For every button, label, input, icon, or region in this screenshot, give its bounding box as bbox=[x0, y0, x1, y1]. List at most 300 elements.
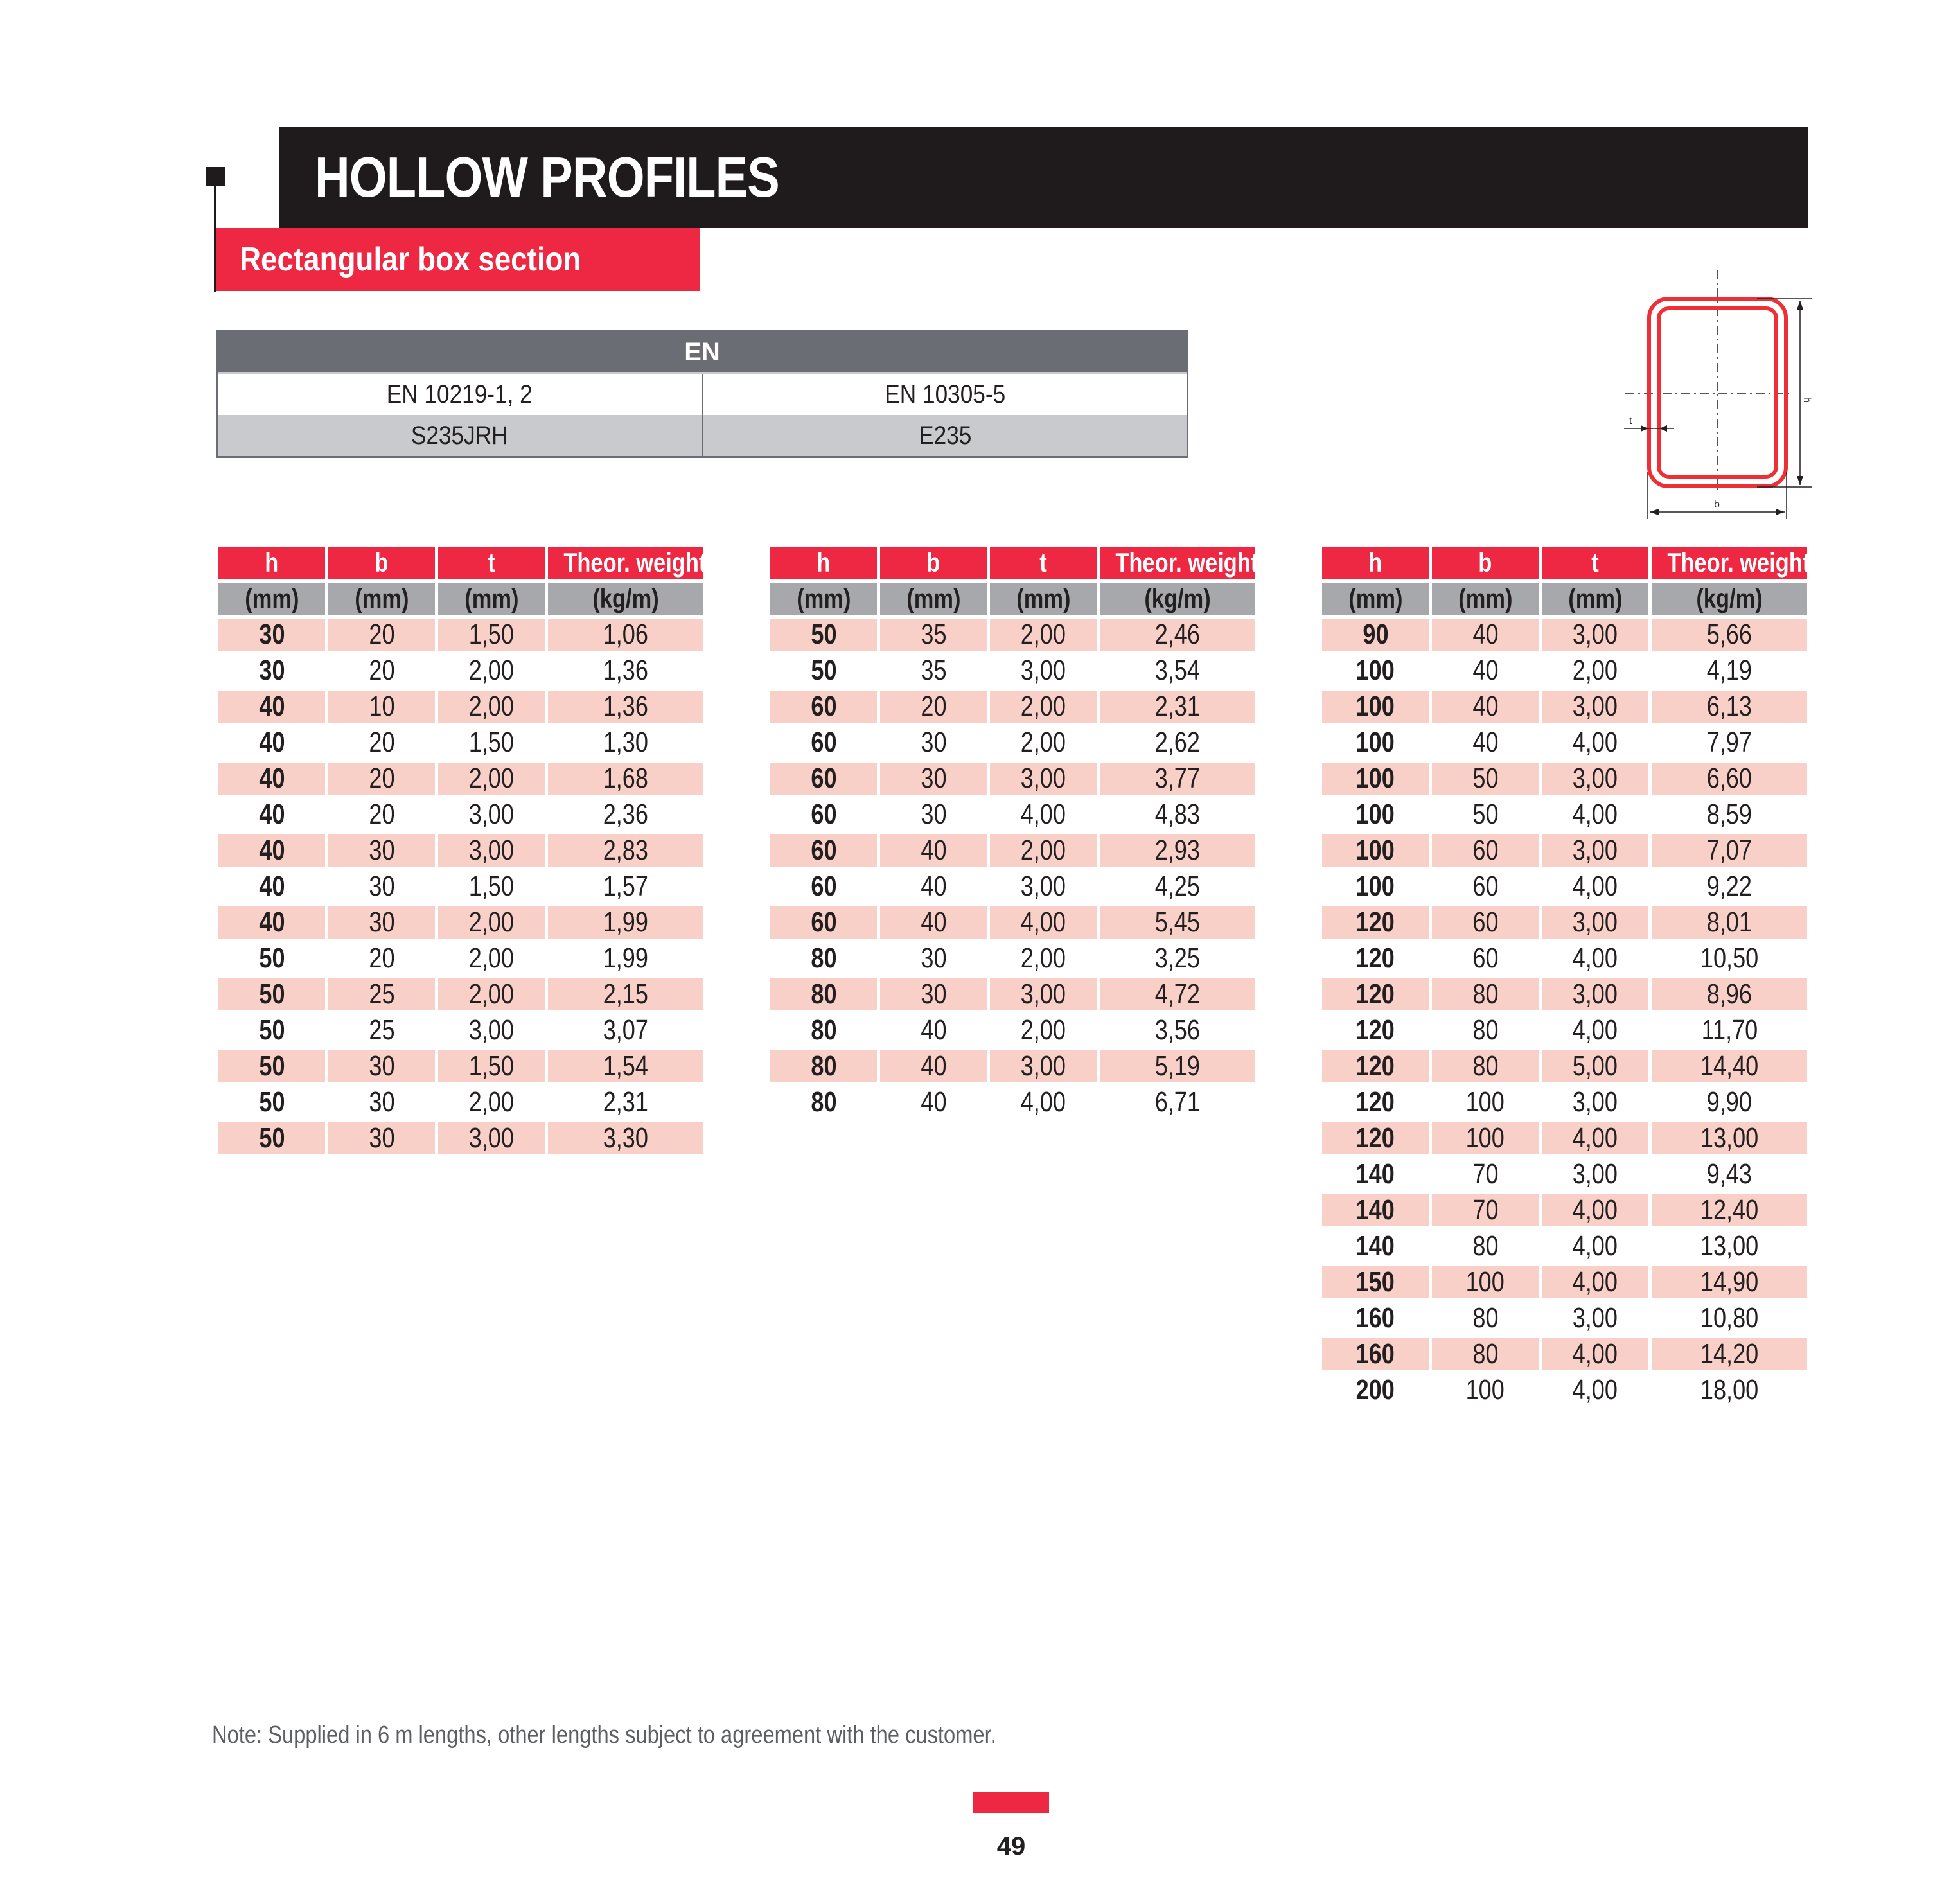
cell-weight bbox=[1100, 834, 1255, 867]
cell-h-text: 60 bbox=[810, 763, 837, 794]
column-unit bbox=[990, 583, 1097, 615]
cell-weight-text: 9,22 bbox=[1706, 870, 1753, 902]
cell-b-text: 20 bbox=[368, 763, 395, 794]
cell-weight bbox=[1652, 1158, 1807, 1190]
cell-h-text: 40 bbox=[258, 727, 285, 758]
cell-t bbox=[1542, 1374, 1648, 1406]
column-unit bbox=[1100, 583, 1255, 615]
cell-weight bbox=[548, 978, 703, 1010]
profile-table-middle bbox=[770, 547, 1258, 1122]
cell-b bbox=[880, 834, 987, 867]
cell-b bbox=[1432, 1338, 1539, 1370]
cell-h bbox=[1322, 1302, 1429, 1334]
column-header-text: h bbox=[817, 547, 831, 578]
cell-h-text: 40 bbox=[258, 691, 285, 722]
cell-weight bbox=[1100, 942, 1255, 975]
table-row bbox=[1322, 763, 1807, 795]
cell-h-text: 100 bbox=[1355, 834, 1395, 866]
units-row bbox=[770, 583, 1255, 615]
cell-b-text: 100 bbox=[1465, 1266, 1505, 1298]
cell-weight-text: 1,54 bbox=[603, 1050, 649, 1082]
cell-weight bbox=[548, 727, 703, 759]
cell-h bbox=[770, 727, 877, 759]
cell-t bbox=[438, 619, 545, 651]
cell-t-text: 3,00 bbox=[1020, 870, 1066, 902]
cell-weight bbox=[548, 834, 703, 867]
cell-h bbox=[1322, 1338, 1429, 1370]
cell-weight-text: 7,07 bbox=[1706, 834, 1753, 866]
table-row bbox=[218, 942, 703, 975]
cell-b-text: 35 bbox=[920, 655, 947, 686]
cell-b bbox=[1432, 978, 1539, 1010]
cell-b bbox=[328, 978, 435, 1010]
cell-h bbox=[770, 942, 877, 975]
cell-b bbox=[1432, 763, 1539, 795]
cell-h-text: 50 bbox=[258, 942, 285, 974]
cell-b-text: 40 bbox=[1472, 727, 1499, 758]
table-row bbox=[770, 906, 1255, 939]
cell-b bbox=[880, 655, 987, 687]
cell-t-text: 4,00 bbox=[1572, 1194, 1618, 1226]
cell-h-text: 120 bbox=[1355, 1050, 1395, 1082]
cell-t bbox=[1542, 1266, 1648, 1298]
cell-t bbox=[1542, 1230, 1648, 1262]
cell-h bbox=[1322, 763, 1429, 795]
cell-b-text: 30 bbox=[368, 870, 395, 902]
cell-t-text: 2,00 bbox=[468, 655, 515, 686]
cell-t-text: 4,00 bbox=[1020, 1086, 1066, 1118]
cell-t bbox=[990, 870, 1097, 903]
cell-t bbox=[438, 870, 545, 903]
cell-b bbox=[328, 727, 435, 759]
column-header bbox=[438, 547, 545, 579]
cell-b bbox=[1432, 1158, 1539, 1190]
cell-h bbox=[770, 655, 877, 687]
column-divider bbox=[702, 374, 703, 415]
cell-weight bbox=[1652, 1014, 1807, 1046]
table-row bbox=[770, 834, 1255, 867]
cell-weight bbox=[1100, 691, 1255, 723]
table-row bbox=[1322, 1158, 1807, 1190]
cell-t bbox=[1542, 799, 1648, 831]
cell-h bbox=[218, 906, 325, 939]
cell-b-text: 30 bbox=[920, 978, 947, 1010]
cell-t bbox=[1542, 1158, 1648, 1190]
cell-t-text: 4,00 bbox=[1020, 906, 1066, 938]
table-row bbox=[1322, 1302, 1807, 1334]
cell-b bbox=[1432, 834, 1539, 867]
cell-b-text: 40 bbox=[1472, 619, 1499, 650]
cell-t-text: 2,00 bbox=[468, 763, 515, 794]
cell-b bbox=[1432, 1122, 1539, 1154]
cell-b bbox=[880, 1086, 987, 1118]
cell-h-text: 160 bbox=[1355, 1302, 1395, 1334]
cell-t bbox=[990, 691, 1097, 723]
cell-weight bbox=[1100, 655, 1255, 687]
cell-t-text: 2,00 bbox=[1020, 691, 1066, 722]
cell-t-text: 2,00 bbox=[1020, 619, 1066, 650]
cell-h-text: 100 bbox=[1355, 727, 1395, 758]
cell-b-text: 100 bbox=[1465, 1122, 1505, 1154]
standards-heading: EN bbox=[218, 332, 1187, 372]
cell-weight-text: 4,25 bbox=[1154, 870, 1201, 902]
cell-b bbox=[328, 1122, 435, 1154]
cell-h bbox=[218, 691, 325, 723]
cell-t-text: 2,00 bbox=[468, 978, 515, 1010]
cell-h bbox=[770, 1086, 877, 1118]
cell-t-text: 3,00 bbox=[468, 834, 515, 866]
cell-t bbox=[990, 619, 1097, 651]
column-header bbox=[1542, 547, 1648, 579]
standards-row-grades bbox=[218, 415, 1187, 456]
cell-b bbox=[328, 799, 435, 831]
cell-t-text: 3,00 bbox=[1572, 1086, 1618, 1118]
cell-h-text: 80 bbox=[810, 942, 837, 974]
cell-t bbox=[990, 799, 1097, 831]
cell-b bbox=[328, 1086, 435, 1118]
cell-b-text: 10 bbox=[368, 691, 395, 722]
standards-table bbox=[216, 330, 1188, 458]
cell-weight bbox=[1100, 1050, 1255, 1082]
cell-b bbox=[1432, 1050, 1539, 1082]
table-row bbox=[1322, 1374, 1807, 1406]
steel-grade-2: E235 bbox=[918, 421, 971, 450]
profile-table-right bbox=[1322, 547, 1810, 1410]
cell-h-text: 40 bbox=[258, 763, 285, 794]
cell-h-text: 140 bbox=[1355, 1158, 1395, 1190]
cell-weight bbox=[1100, 978, 1255, 1010]
cell-h-text: 50 bbox=[258, 1122, 285, 1154]
cell-weight bbox=[548, 619, 703, 651]
table-row bbox=[1322, 978, 1807, 1010]
column-header bbox=[218, 547, 325, 579]
cell-weight bbox=[548, 906, 703, 939]
cell-b bbox=[1432, 906, 1539, 939]
column-header-row bbox=[770, 547, 1258, 579]
cell-h-text: 120 bbox=[1355, 1122, 1395, 1154]
cell-b bbox=[880, 906, 987, 939]
cell-t-text: 4,00 bbox=[1572, 1014, 1618, 1046]
cell-weight-text: 6,71 bbox=[1154, 1086, 1201, 1118]
cell-b bbox=[880, 1014, 987, 1046]
column-header bbox=[328, 547, 435, 579]
cell-h bbox=[218, 1050, 325, 1082]
cell-t bbox=[438, 763, 545, 795]
column-unit-text: (mm) bbox=[1567, 583, 1623, 613]
cell-weight bbox=[548, 870, 703, 903]
cell-b-text: 70 bbox=[1472, 1194, 1499, 1226]
cell-weight bbox=[1652, 1302, 1807, 1334]
cell-weight bbox=[1652, 978, 1807, 1010]
cell-b bbox=[1432, 1266, 1539, 1298]
cell-weight bbox=[1100, 799, 1255, 831]
cell-t-text: 3,00 bbox=[468, 1122, 515, 1154]
cell-t bbox=[1542, 1194, 1648, 1226]
cell-weight-text: 2,15 bbox=[603, 978, 649, 1010]
cell-h bbox=[1322, 1122, 1429, 1154]
cell-b-text: 40 bbox=[920, 906, 947, 938]
cell-t bbox=[438, 691, 545, 723]
cell-t-text: 4,00 bbox=[1572, 870, 1618, 902]
cell-weight-text: 14,20 bbox=[1700, 1338, 1759, 1370]
cell-b bbox=[1432, 1230, 1539, 1262]
column-header bbox=[548, 547, 707, 579]
table-row bbox=[770, 655, 1255, 687]
cell-b-text: 20 bbox=[368, 619, 395, 650]
section-subtitle: Rectangular box section bbox=[240, 241, 581, 278]
cell-h bbox=[218, 763, 325, 795]
table-row bbox=[218, 870, 703, 903]
cell-h bbox=[770, 978, 877, 1010]
steel-grade-1: S235JRH bbox=[411, 421, 508, 450]
cell-weight-text: 12,40 bbox=[1700, 1194, 1759, 1226]
cell-weight bbox=[1652, 1086, 1807, 1118]
cell-h bbox=[218, 1122, 325, 1154]
cell-b-text: 25 bbox=[368, 978, 395, 1010]
column-unit-text: (mm) bbox=[796, 583, 851, 613]
cell-h bbox=[770, 799, 877, 831]
cell-t bbox=[1542, 1086, 1648, 1118]
cell-weight-text: 3,77 bbox=[1154, 763, 1201, 794]
cell-t bbox=[1542, 691, 1648, 723]
table-row bbox=[218, 763, 703, 795]
cell-b bbox=[880, 978, 987, 1010]
table-row bbox=[218, 655, 703, 687]
cell-h bbox=[770, 691, 877, 723]
cell-weight-text: 6,60 bbox=[1706, 763, 1753, 794]
cell-b-text: 80 bbox=[1472, 1014, 1499, 1046]
cell-t bbox=[438, 1122, 545, 1154]
cell-weight-text: 8,96 bbox=[1706, 978, 1753, 1010]
cell-h-text: 40 bbox=[258, 799, 285, 830]
table-row bbox=[1322, 1086, 1807, 1118]
cell-b-text: 20 bbox=[368, 942, 395, 974]
table-row bbox=[218, 1050, 703, 1082]
table-row bbox=[770, 1014, 1255, 1046]
cell-weight bbox=[1652, 799, 1807, 831]
cell-h-text: 100 bbox=[1355, 691, 1395, 722]
column-header-row bbox=[218, 547, 707, 579]
cell-b-text: 40 bbox=[920, 1086, 947, 1118]
column-unit bbox=[1432, 583, 1539, 615]
cell-weight-text: 13,00 bbox=[1700, 1230, 1759, 1262]
table-row bbox=[218, 1086, 703, 1118]
cell-h bbox=[218, 870, 325, 903]
cell-h-text: 100 bbox=[1355, 763, 1395, 794]
cell-t-text: 4,00 bbox=[1572, 799, 1618, 830]
cell-weight-text: 5,19 bbox=[1154, 1050, 1201, 1082]
column-header-text: b bbox=[1478, 547, 1492, 578]
column-unit-text: (mm) bbox=[1016, 583, 1071, 613]
cell-b-text: 30 bbox=[920, 727, 947, 758]
column-header-text: Theor. weight bbox=[563, 547, 707, 578]
cell-t bbox=[1542, 619, 1648, 651]
cell-h-text: 50 bbox=[810, 655, 837, 686]
cell-b-text: 50 bbox=[1472, 799, 1499, 830]
cell-weight-text: 2,62 bbox=[1154, 727, 1201, 758]
column-unit-text: (mm) bbox=[906, 583, 961, 613]
cell-h-text: 50 bbox=[810, 619, 837, 650]
cell-weight-text: 3,25 bbox=[1154, 942, 1201, 974]
cell-h-text: 50 bbox=[258, 1014, 285, 1046]
cell-weight bbox=[548, 655, 703, 687]
cell-h-text: 40 bbox=[258, 870, 285, 902]
cell-b bbox=[1432, 1086, 1539, 1118]
column-unit-text: (mm) bbox=[464, 583, 519, 613]
table-row bbox=[1322, 619, 1807, 651]
cell-b-text: 80 bbox=[1472, 978, 1499, 1010]
units-row bbox=[1322, 583, 1807, 615]
cell-h bbox=[218, 619, 325, 651]
cell-h bbox=[218, 799, 325, 831]
cell-weight-text: 5,45 bbox=[1154, 906, 1201, 938]
cell-weight-text: 1,30 bbox=[603, 727, 649, 758]
cell-b bbox=[880, 727, 987, 759]
cell-weight-text: 3,56 bbox=[1154, 1014, 1201, 1046]
cell-t bbox=[1542, 870, 1648, 903]
cell-weight bbox=[1652, 1194, 1807, 1226]
cell-b-text: 20 bbox=[368, 727, 395, 758]
cell-t bbox=[990, 655, 1097, 687]
cell-b-text: 80 bbox=[1472, 1050, 1499, 1082]
cell-t-text: 3,00 bbox=[1020, 763, 1066, 794]
table-row bbox=[1322, 655, 1807, 687]
cell-weight-text: 2,46 bbox=[1154, 619, 1201, 650]
cell-h bbox=[1322, 691, 1429, 723]
cell-b-text: 40 bbox=[920, 834, 947, 866]
cell-t-text: 4,00 bbox=[1572, 727, 1618, 758]
cell-t-text: 3,00 bbox=[1020, 978, 1066, 1010]
cell-t-text: 5,00 bbox=[1572, 1050, 1618, 1082]
cell-h-text: 100 bbox=[1355, 799, 1395, 830]
cell-weight-text: 6,13 bbox=[1706, 691, 1753, 722]
table-row bbox=[770, 691, 1255, 723]
cell-h bbox=[1322, 942, 1429, 975]
cell-weight bbox=[1652, 1374, 1807, 1406]
column-unit-text: (kg/m) bbox=[592, 583, 659, 613]
cell-weight-text: 8,01 bbox=[1706, 906, 1753, 938]
cell-weight-text: 1,36 bbox=[603, 655, 649, 686]
column-header bbox=[770, 547, 877, 579]
column-header-text: h bbox=[1368, 547, 1382, 578]
cell-t bbox=[1542, 1050, 1648, 1082]
cell-weight bbox=[548, 1086, 703, 1118]
cell-h-text: 80 bbox=[810, 978, 837, 1010]
cell-t bbox=[1542, 978, 1648, 1010]
cell-h-text: 90 bbox=[1362, 619, 1389, 650]
column-unit-text: (mm) bbox=[1458, 583, 1513, 613]
cell-weight-text: 5,66 bbox=[1706, 619, 1753, 650]
cell-t bbox=[1542, 1338, 1648, 1370]
column-unit bbox=[548, 583, 703, 615]
cell-t bbox=[1542, 942, 1648, 975]
table-row bbox=[218, 727, 703, 759]
cell-weight bbox=[1100, 619, 1255, 651]
cell-b-text: 40 bbox=[920, 1050, 947, 1082]
cell-weight bbox=[1652, 1050, 1807, 1082]
cell-h bbox=[770, 906, 877, 939]
cell-h bbox=[1322, 1194, 1429, 1226]
cell-t-text: 2,00 bbox=[1020, 727, 1066, 758]
page-title: HOLLOW PROFILES bbox=[315, 145, 779, 209]
cell-b bbox=[328, 942, 435, 975]
column-unit-text: (mm) bbox=[244, 583, 299, 613]
column-header bbox=[1100, 547, 1258, 579]
cell-h-text: 150 bbox=[1355, 1266, 1395, 1298]
cell-b-text: 35 bbox=[920, 619, 947, 650]
cell-b bbox=[880, 691, 987, 723]
cell-t-text: 3,00 bbox=[468, 1014, 515, 1046]
cell-h-text: 120 bbox=[1355, 906, 1395, 938]
cell-t-text: 2,00 bbox=[1020, 1014, 1066, 1046]
column-header-text: b bbox=[926, 547, 940, 578]
cell-b-text: 40 bbox=[920, 1014, 947, 1046]
cell-weight-text: 14,90 bbox=[1700, 1266, 1759, 1298]
column-unit bbox=[1542, 583, 1648, 615]
cell-weight-text: 1,57 bbox=[603, 870, 649, 902]
cell-t-text: 4,00 bbox=[1572, 1374, 1618, 1406]
cell-weight bbox=[1652, 1338, 1807, 1370]
table-row bbox=[218, 906, 703, 939]
table-row bbox=[218, 834, 703, 867]
cell-b bbox=[1432, 799, 1539, 831]
page-marker bbox=[973, 1792, 1049, 1813]
cell-weight-text: 9,43 bbox=[1706, 1158, 1753, 1190]
cell-h bbox=[770, 619, 877, 651]
cell-weight bbox=[548, 942, 703, 975]
cell-t bbox=[990, 978, 1097, 1010]
cell-h bbox=[1322, 1158, 1429, 1190]
cell-h bbox=[218, 834, 325, 867]
cell-b bbox=[880, 763, 987, 795]
cell-t-text: 2,00 bbox=[1020, 942, 1066, 974]
cell-h-text: 160 bbox=[1355, 1338, 1395, 1370]
cell-weight-text: 11,70 bbox=[1701, 1014, 1758, 1046]
cell-b-text: 30 bbox=[920, 799, 947, 830]
cell-h-text: 60 bbox=[810, 727, 837, 758]
cell-b bbox=[1432, 870, 1539, 903]
cell-b-text: 60 bbox=[1472, 906, 1499, 938]
cell-b bbox=[328, 1050, 435, 1082]
cell-t-text: 2,00 bbox=[1020, 834, 1066, 866]
cell-b bbox=[1432, 655, 1539, 687]
cell-weight bbox=[1652, 619, 1807, 651]
cell-h bbox=[1322, 619, 1429, 651]
table-row bbox=[1322, 870, 1807, 903]
table-row bbox=[770, 763, 1255, 795]
table-row bbox=[770, 942, 1255, 975]
column-unit bbox=[328, 583, 435, 615]
title-bar bbox=[279, 127, 1808, 228]
cell-b bbox=[1432, 691, 1539, 723]
cell-weight bbox=[548, 763, 703, 795]
cell-weight bbox=[1100, 1014, 1255, 1046]
cell-b-text: 60 bbox=[1472, 870, 1499, 902]
cell-t bbox=[438, 1050, 545, 1082]
column-unit bbox=[770, 583, 877, 615]
cell-b bbox=[880, 870, 987, 903]
cell-weight bbox=[1652, 906, 1807, 939]
cell-t-text: 3,00 bbox=[1572, 763, 1618, 794]
table-row bbox=[218, 799, 703, 831]
column-unit bbox=[880, 583, 987, 615]
cell-weight bbox=[1652, 1230, 1807, 1262]
standards-row-norms bbox=[218, 372, 1187, 415]
cell-b-text: 70 bbox=[1472, 1158, 1499, 1190]
cell-t bbox=[1542, 834, 1648, 867]
cell-weight-text: 8,59 bbox=[1706, 799, 1753, 830]
cell-h-text: 80 bbox=[810, 1050, 837, 1082]
